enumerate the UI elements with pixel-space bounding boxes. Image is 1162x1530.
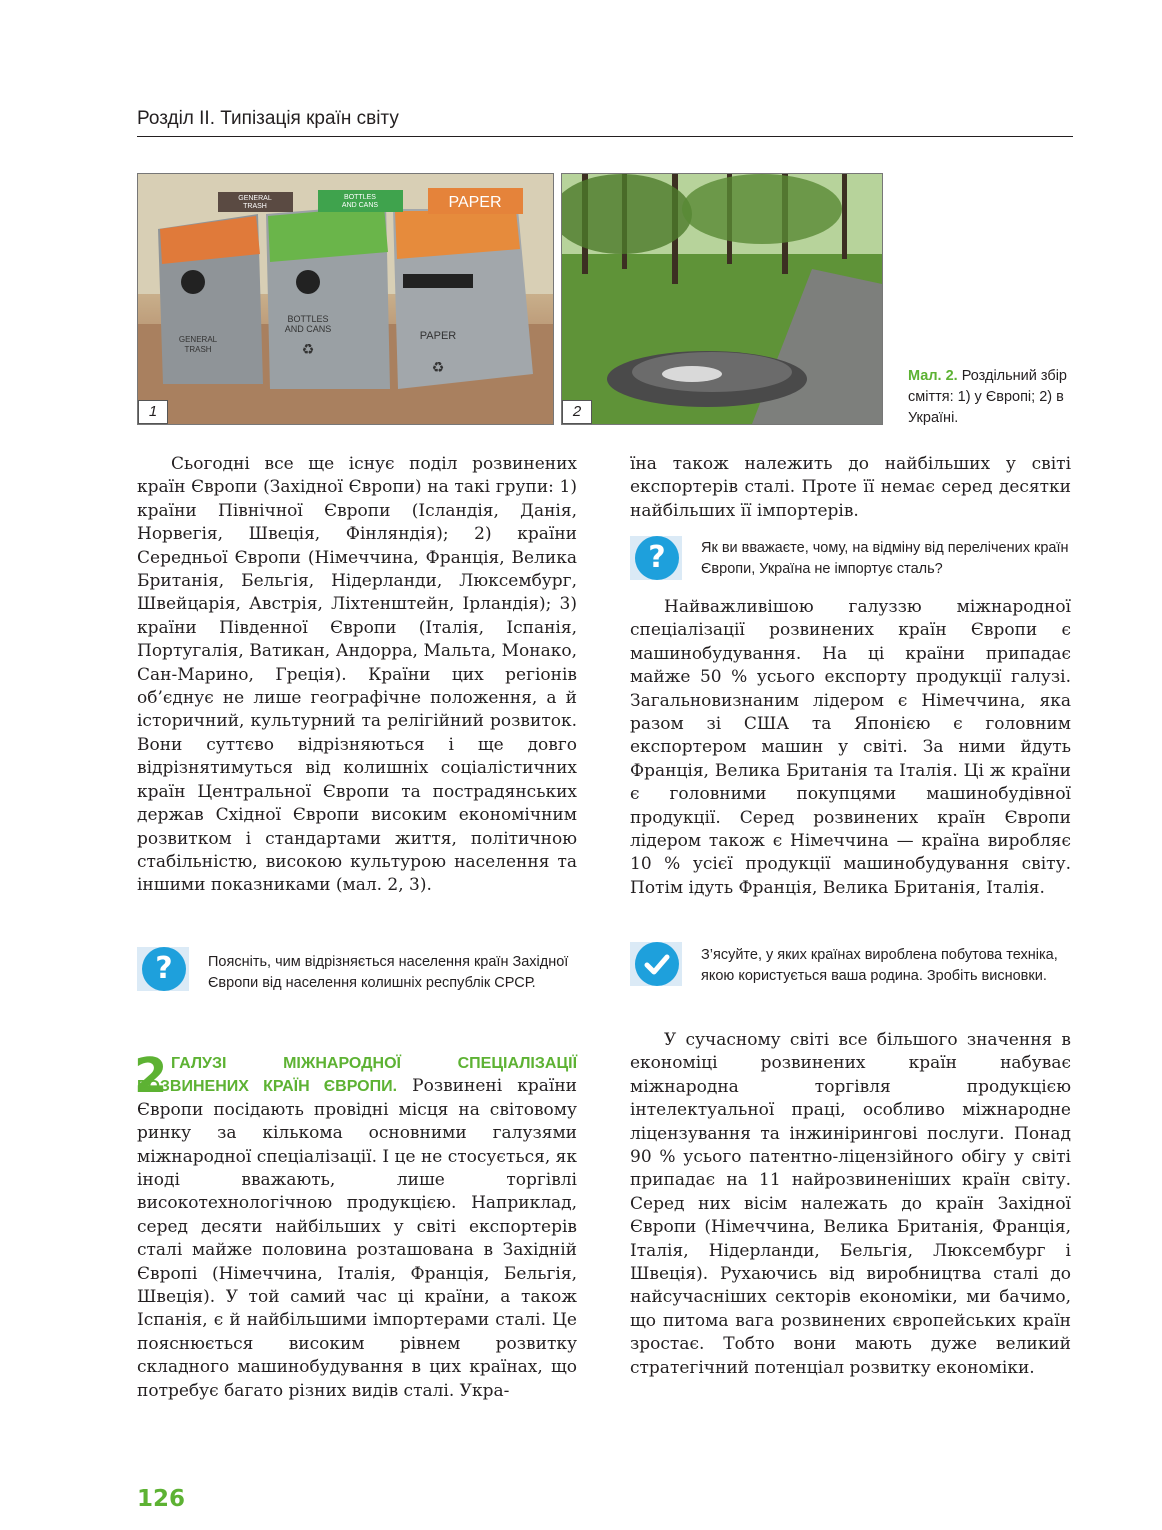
right-column-middle xyxy=(630,596,1071,900)
header-title: Розділ ІІ. Типізація країн світу xyxy=(137,108,399,129)
section-heading: ГАЛУЗІ МІЖНАРОДНОЇ СПЕЦІАЛІЗАЦІЇ РОЗВИНЕНИХ КРАЇН ЄВРОПИ. xyxy=(137,1055,577,1096)
left-paragraph-1: Сьогодні все ще існує поділ розвинених країн Європи (Західної Європи) на такі групи: 1) країни Північної Європи (Ісландія, Данія, Норвегія, Швеція, Фінляндія); 2) країни Середньої Європи (Німеччина, Франція, Велика Британія, Бельгія, Нідерланди, Люксембург, Швейцарія, Австрія, Ліхтенштейн, Ірландія); 3) країни Південної Європи (Італія, Іспанія, Португалія, Ватикан, Андорра, Мальта, Монако, Сан-Марино, Греція). Країни цих регіонів об’єднує не лише географічне положення, а й історичний, культурний та релігійний розвиток. Вони суттєво відрізняються і ще довго відрізнятимуться від колишніх соціалістичних країн Центральної Європи та пострадянських держав Східної Європи високим економічним розвитком і стандартами життя, політичною стабільністю, високою культурою населення та іншими показниками (мал. 2, 3). xyxy=(137,454,577,896)
figure-caption xyxy=(908,366,1068,429)
photo-number-1: 1 xyxy=(138,400,168,424)
svg-text:TRASH: TRASH xyxy=(184,345,212,354)
question-mark-icon: ? xyxy=(142,947,186,991)
svg-text:TRASH: TRASH xyxy=(243,203,267,210)
photo-recycling-bins-europe xyxy=(137,173,554,425)
question-icon-box-1 xyxy=(137,947,189,991)
question-1 xyxy=(208,952,578,994)
sign-paper: PAPER xyxy=(448,194,502,211)
svg-text:♻: ♻ xyxy=(301,342,315,358)
page-number: 126 xyxy=(137,1486,186,1512)
svg-text:PAPER: PAPER xyxy=(419,330,457,342)
svg-text:AND CANS: AND CANS xyxy=(284,324,332,334)
svg-text:BOTTLES: BOTTLES xyxy=(287,314,329,324)
figure-caption-label: Мал. 2. xyxy=(908,368,958,384)
right-paragraph-3: У сучасному світі все більшого значення в економіці розвинених країн набуває міжнародна торгівля продукцією інтелектуальної праці, особливо міжнародне ліцензування та інжинірингові послуги. Понад 90 % усього патентно-ліцензійного обігу у світі припадає на 11 найрозвиненіших країн світу. Серед них вісім належать до країн Західної Європи (Німеччина, Велика Британія, Франція, Італія, Нідерланди, Бельгія, Люксембург і Швеція). Рухаючись від виробництва сталі до найсучасніших секторів економіки, ми бачимо, що питома вага розвинених європейських країн зростає. Тобто вони мають дуже великий стратегічний потенціал розвитку економіки. xyxy=(630,1030,1071,1378)
sign-general-trash: GENERAL xyxy=(238,195,272,202)
recycling-bins-illustration xyxy=(138,174,553,424)
section-number: 2 xyxy=(134,1048,168,1104)
park-litter-illustration xyxy=(562,174,882,424)
checkmark-icon xyxy=(635,942,679,986)
section-body-text: Розвинені країни Європи посідають провідні місця на світовому ринку за кількома основними галузями міжнародної спеціалізації. І це не стосується, як іноді вважають, лише торгівлі високотехнологічною продукцією. Наприклад, серед десяти найбільших у світі експортерів сталі майже половина розташована в Західній Європі (Німеччина, Італія, Франція, Бельгія, Швеція). У той самий час ці країни, а також Іспанія, є й найбільшими імпортерами сталі. Це пояснюється високим рівнем розвитку складного машинобудування в цих країнах, що потребує багато різних видів сталі. Укра- xyxy=(137,1076,578,1401)
svg-text:♻: ♻ xyxy=(431,360,445,376)
left-column-section xyxy=(137,1052,577,1403)
left-column-top xyxy=(137,453,577,898)
question-1-text: Поясніть, чим відрізняється населення країн Західної Європи від населення колишніх республік СРСР. xyxy=(208,954,569,991)
figure-caption-text: Роздільний збір сміття: 1) у Європі; 2) в Україні. xyxy=(908,368,1067,426)
question-icon-box-2 xyxy=(630,536,682,580)
task-icon-box xyxy=(630,942,682,986)
question-2-text: Як ви вважаєте, чому, на відміну від перелічених країн Європи, Україна не імпортує сталь? xyxy=(701,540,1069,577)
running-header xyxy=(137,108,1073,137)
question-2 xyxy=(701,538,1073,580)
question-mark-icon: ? xyxy=(635,536,679,580)
section-paragraph xyxy=(137,1052,577,1403)
right-paragraph-2: Найважливішою галуззю міжнародної спеціалізації розвинених країн Європи є машинобудування. На ці країни припадає майже 50 % усього експорту продукції галузі. Загальновизнаним лідером є Німеччина, яка разом зі США та Японією є головним експортером машин у світі. За ними йдуть Франція, Велика Британія та Італія. Ці ж країни є головними покупцями машинобудівної продукції. Серед розвинених країн Європи лідером також є Німеччина — країна виробляє 10 % усієї продукції машинобудування світу. Потім ідуть Франція, Велика Британія, Італія. xyxy=(630,597,1071,898)
right-paragraph-1: їна також належить до найбільших у світі експортерів сталі. Проте її немає серед десятки найбільших її імпортерів. xyxy=(630,454,1071,521)
right-column-bottom xyxy=(630,1029,1071,1380)
right-column-top xyxy=(630,453,1071,523)
photo-park-trash-ukraine xyxy=(561,173,883,425)
task-1-text: З’ясуйте, у яких країнах вироблена побутова техніка, якою користується ваша родина. Зробіть висновки. xyxy=(701,947,1058,984)
svg-text:GENERAL: GENERAL xyxy=(178,335,218,344)
svg-text:AND CANS: AND CANS xyxy=(341,202,379,209)
task-1 xyxy=(701,945,1073,987)
photo-number-2: 2 xyxy=(562,400,592,424)
sign-bottles-cans: BOTTLES xyxy=(344,194,376,201)
